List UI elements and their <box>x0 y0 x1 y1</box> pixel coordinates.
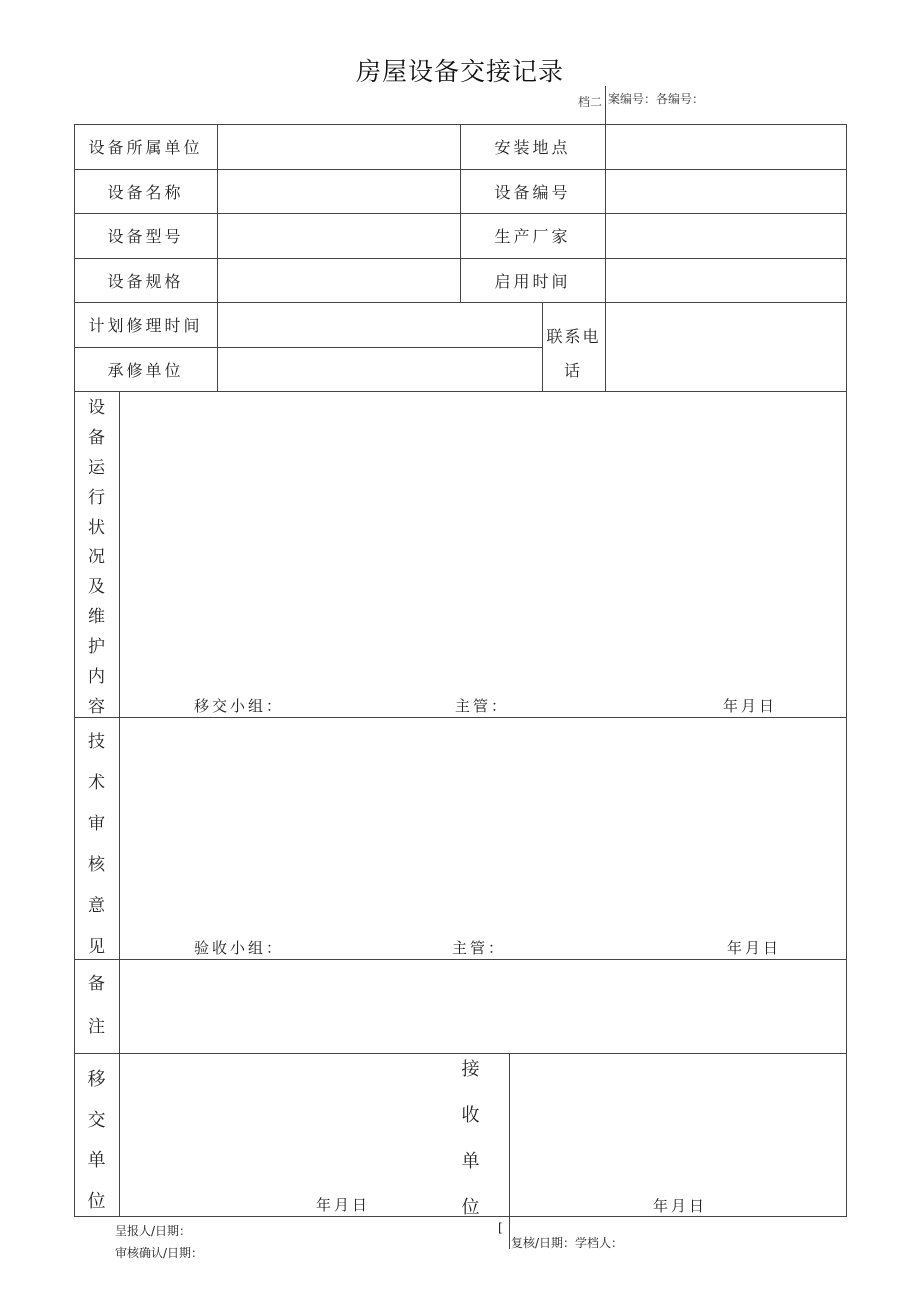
repair-unit-label: 承修单位 <box>107 360 184 380</box>
footer-divider <box>509 1217 510 1249</box>
archive-number: 案编号：各编号： <box>608 92 705 106</box>
owner-unit-field[interactable] <box>218 125 460 169</box>
technical-label-char: 术 <box>88 773 105 793</box>
page-title: 房屋设备交接记录 <box>355 57 564 86</box>
device-number-label: 设备编号 <box>494 182 571 202</box>
receive-unit-label <box>448 1061 493 1217</box>
contact-phone-label <box>542 302 605 391</box>
technical-label-char: 意 <box>88 896 105 916</box>
device-name-label: 设备名称 <box>107 182 184 202</box>
operation-label-char: 及 <box>88 577 105 598</box>
receive-label-char: 单 <box>461 1151 480 1172</box>
operation-label-char: 容 <box>88 696 105 717</box>
contact-phone-label-line2: 话 <box>563 361 583 380</box>
handover-group-signature: 移交小组： <box>194 697 285 715</box>
operation-supervisor-signature: 主管： <box>455 697 510 715</box>
transfer-unit-label <box>74 1071 119 1211</box>
owner-unit-label: 设备所属单位 <box>88 138 203 157</box>
receive-label-char: 位 <box>461 1197 480 1218</box>
technical-section-label <box>74 734 119 956</box>
start-time-field[interactable] <box>606 259 846 302</box>
receive-unit-area[interactable] <box>510 1054 846 1216</box>
operation-label-char: 维 <box>88 607 105 628</box>
header-divider <box>605 86 606 124</box>
reporter-date: 呈报人/日期： <box>115 1224 192 1238</box>
operation-content-area[interactable] <box>120 392 846 682</box>
operation-label-char: 设 <box>88 398 105 418</box>
acceptance-group-signature: 验收小组： <box>194 939 285 957</box>
repair-unit-field[interactable] <box>218 348 542 391</box>
manufacturer-field[interactable] <box>606 214 846 258</box>
remarks-section-label <box>74 976 119 1036</box>
manufacturer-label: 生产厂家 <box>494 227 571 246</box>
transfer-label-char: 位 <box>87 1190 106 1212</box>
technical-label-char: 审 <box>88 814 105 834</box>
device-model-label: 设备型号 <box>107 227 184 246</box>
remarks-content-area[interactable] <box>120 960 846 1053</box>
remarks-label-char: 备 <box>88 974 105 994</box>
archive-prefix: 档二 <box>578 95 603 109</box>
operation-label-char: 备 <box>88 427 105 448</box>
operation-date: 年月日 <box>723 697 778 715</box>
operation-label-char: 况 <box>88 547 105 568</box>
operation-label-char: 内 <box>88 667 105 688</box>
transfer-unit-area[interactable] <box>120 1054 450 1216</box>
repair-plan-time-field[interactable] <box>218 303 542 347</box>
repair-plan-time-label: 计划修理时间 <box>88 316 203 335</box>
reviewer-date: 复核/日期：学档人： <box>511 1236 624 1250</box>
receive-label-char: 接 <box>461 1059 480 1080</box>
transfer-label-char: 单 <box>87 1150 106 1172</box>
device-number-field[interactable] <box>606 170 846 213</box>
transfer-date: 年月日 <box>316 1196 371 1214</box>
footer-cut-line: 审核确认/日期： <box>115 1246 204 1260</box>
install-location-label: 安装地点 <box>494 138 571 157</box>
device-name-field[interactable] <box>218 170 460 213</box>
operation-label-char: 状 <box>88 517 105 538</box>
technical-label-char: 核 <box>88 855 105 875</box>
receive-date: 年月日 <box>653 1197 708 1215</box>
operation-label-char: 行 <box>88 487 105 508</box>
device-spec-label: 设备规格 <box>107 271 184 291</box>
technical-date: 年月日 <box>727 939 782 957</box>
receive-label-char: 收 <box>461 1105 480 1126</box>
device-model-field[interactable] <box>218 214 460 258</box>
technical-content-area[interactable] <box>120 718 846 928</box>
technical-label-char: 见 <box>88 937 105 957</box>
contact-phone-label-line1: 联系电 <box>546 327 601 346</box>
start-time-label: 启用时间 <box>494 271 571 291</box>
transfer-label-char: 交 <box>87 1109 106 1131</box>
device-spec-field[interactable] <box>218 259 460 302</box>
technical-label-char: 技 <box>88 732 105 752</box>
operation-label-char: 护 <box>88 637 105 658</box>
footer-bracket: [ <box>498 1221 503 1235</box>
remarks-label-char: 注 <box>88 1017 105 1037</box>
technical-supervisor-signature: 主管： <box>452 939 507 957</box>
contact-phone-field[interactable] <box>606 303 846 391</box>
install-location-field[interactable] <box>606 125 846 169</box>
operation-section-label <box>74 400 119 716</box>
transfer-label-char: 移 <box>87 1069 106 1090</box>
operation-label-char: 运 <box>88 457 105 478</box>
